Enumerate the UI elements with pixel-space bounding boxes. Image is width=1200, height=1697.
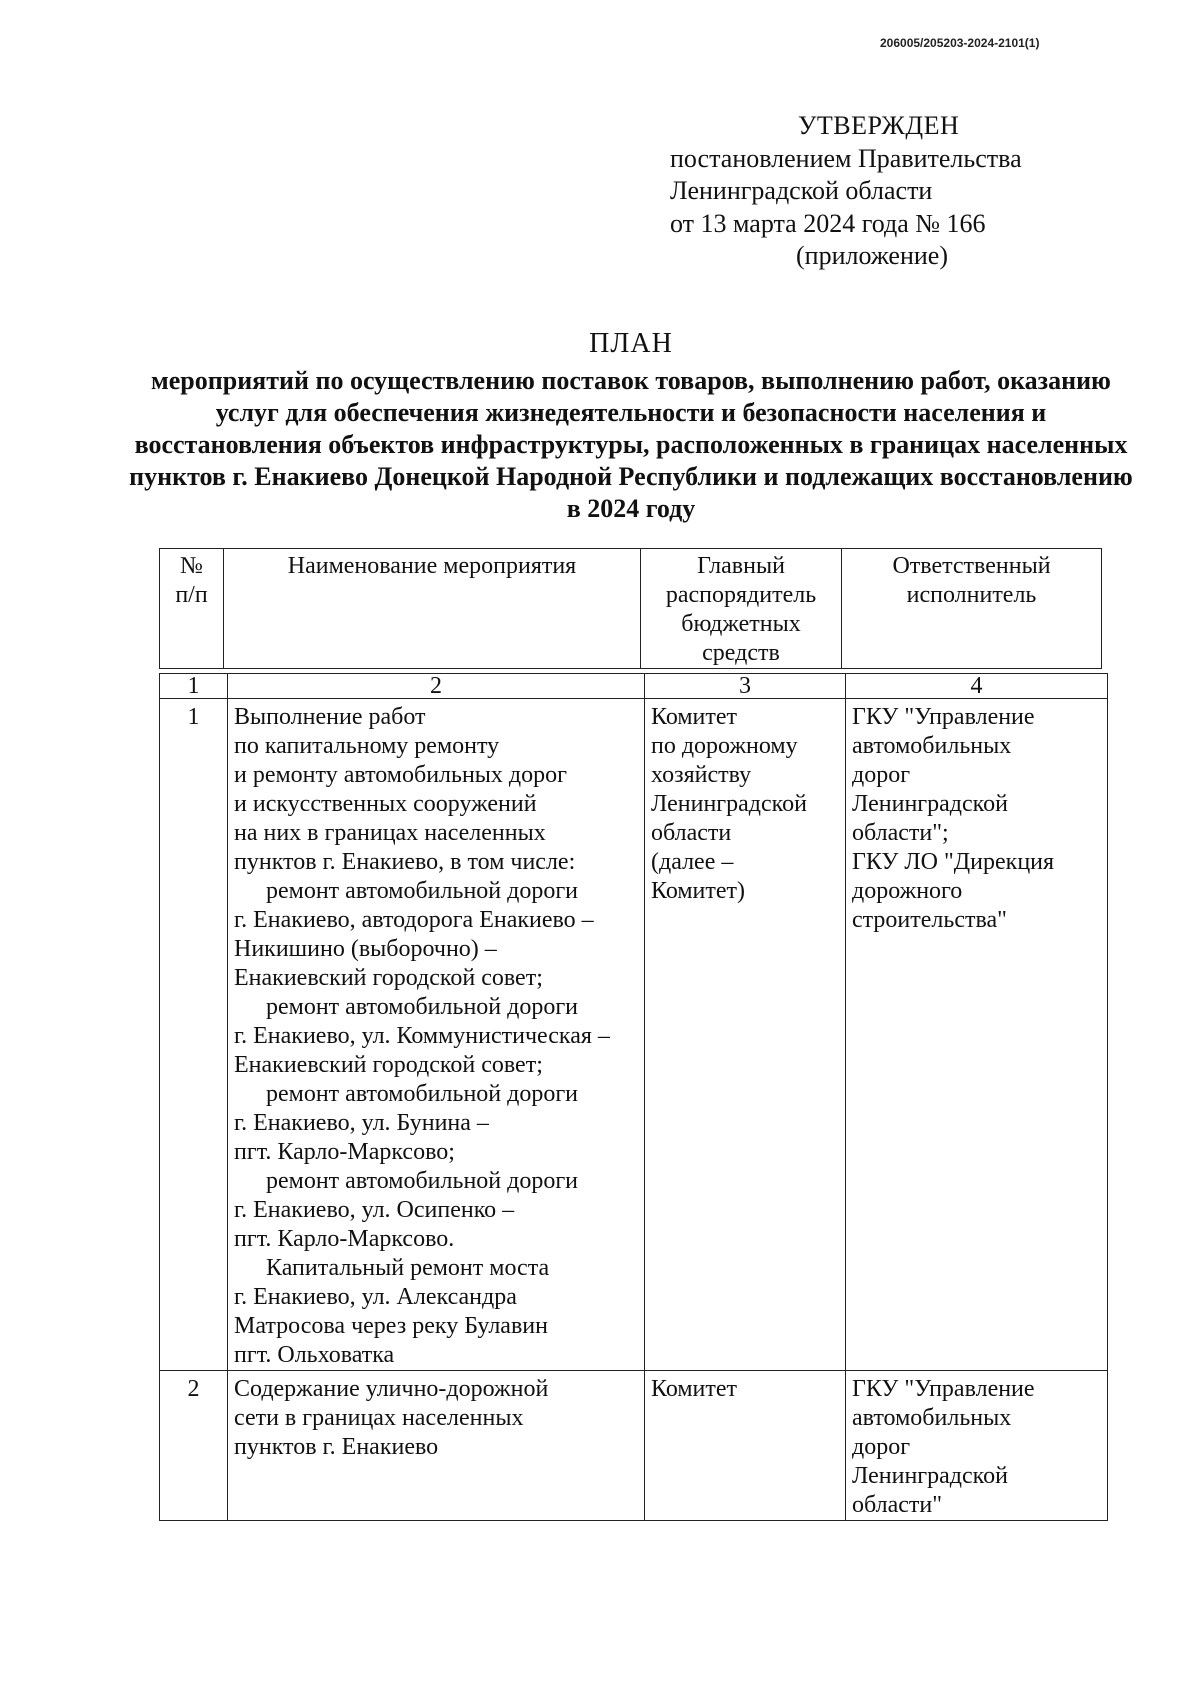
table-row [160, 1371, 1108, 1521]
column-number: 1 [160, 674, 228, 699]
column-number: 4 [846, 674, 1108, 699]
row-name-cell [228, 699, 645, 1371]
approval-line-1: постановлением Правительства [670, 143, 1022, 173]
row-name: Выполнение работ по капитальному ремонту и ремонту автомобильных дорог и искусственных сооружений на них в границах населенных пунктов г. Енакиево, в том числе: [234, 704, 576, 875]
approval-title: УТВЕРЖДЕН [798, 111, 960, 140]
column-number: 3 [645, 674, 846, 699]
row-subitem: ремонт автомобильной дороги г. Енакиево, ул. Бунина – пгт. Карло-Марксово; [234, 1081, 579, 1165]
table-row [160, 699, 1108, 1371]
approval-attachment: (приложение) [796, 241, 949, 270]
row-number: 2 [160, 1371, 228, 1521]
approval-line-2: Ленинградской области [670, 176, 933, 205]
table-header [159, 548, 1102, 669]
plan-title: ПЛАН [589, 328, 673, 359]
row-subitem: ремонт автомобильной дороги г. Енакиево, ул. Осипенко – пгт. Карло-Марксово. [234, 1168, 579, 1252]
approval-line-3: от 13 марта 2024 года № 166 [670, 208, 986, 238]
row-number: 1 [160, 699, 228, 1371]
header-executor: Ответственный исполнитель [842, 549, 1102, 669]
row-manager: Комитет по дорожному хозяйству Ленинградской области (далее – Комитет) [645, 699, 846, 1371]
approval-block [670, 110, 1022, 273]
row-subitem: ремонт автомобильной дороги г. Енакиево, ул. Коммунистическая – Енакиевский городской совет; [234, 994, 610, 1078]
header-num: № п/п [160, 549, 224, 669]
row-manager: Комитет [645, 1371, 846, 1521]
row-subitem: Капитальный ремонт моста г. Енакиево, ул. Александра Матросова через реку Булавин пгт. Ольховатка [234, 1255, 550, 1368]
document-id: 206005/205203-2024-2101(1) [880, 36, 1040, 50]
plan-subtitle: мероприятий по осуществлению поставок товаров, выполнению работ, оказанию услуг для обеспечения жизнедеятельности и безопасности населения и восстановления объектов инфраструктуры, расположенных в границах населенных пунктов г. Енакиево Донецкой Народной Республики и подлежащих восстановлению в 2024 году [129, 366, 1133, 523]
header-manager: Главный распорядитель бюджетных средств [641, 549, 842, 669]
header-row [160, 549, 1102, 669]
row-executor: ГКУ "Управление автомобильных дорог Ленинградской области" [846, 1371, 1108, 1521]
header-name: Наименование мероприятия [224, 549, 641, 669]
column-number-row [160, 674, 1108, 699]
row-subitem: ремонт автомобильной дороги г. Енакиево, автодорога Енакиево – Никишино (выборочно) – Енакиевский городской совет; [234, 878, 594, 991]
column-number: 2 [228, 674, 645, 699]
row-name: Содержание улично-дорожной сети в границах населенных пунктов г. Енакиево [228, 1371, 645, 1521]
table-body [159, 673, 1108, 1521]
row-executor: ГКУ "Управление автомобильных дорог Ленинградской области"; ГКУ ЛО "Дирекция дорожного строительства" [846, 699, 1108, 1371]
